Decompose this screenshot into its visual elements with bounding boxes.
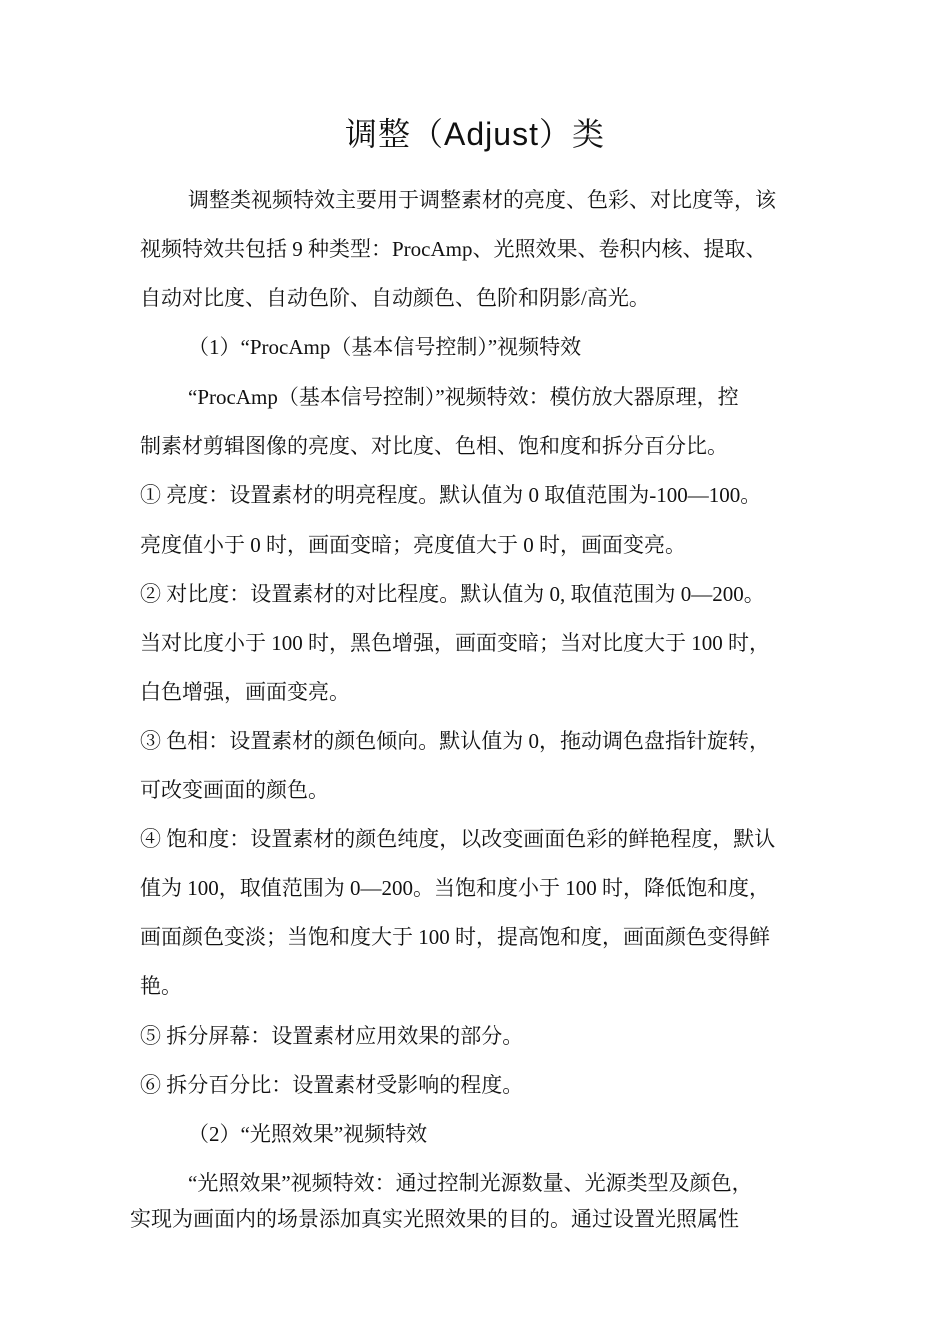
- paragraph-line: 制素材剪辑图像的亮度、对比度、色相、饱和度和拆分百分比。: [140, 434, 728, 458]
- list-item: ④ 饱和度：设置素材的颜色纯度，以改变画面色彩的鲜艳程度，默认: [140, 827, 776, 851]
- list-item-continuation: 可改变画面的颜色。: [140, 778, 329, 802]
- list-item: ① 亮度：设置素材的明亮程度。默认值为 0 取值范围为-100—100。: [140, 483, 762, 507]
- page-title: 调整（Adjust）类: [345, 116, 605, 152]
- list-item-continuation: 艳。: [140, 974, 182, 998]
- paragraph-line: 自动对比度、自动色阶、自动颜色、色阶和阴影/高光。: [140, 286, 650, 310]
- paragraph-line: 实现为画面内的场景添加真实光照效果的目的。通过设置光照属性: [130, 1207, 739, 1231]
- paragraph-line: 调整类视频特效主要用于调整素材的亮度、色彩、对比度等，该: [188, 188, 776, 212]
- paragraph-line: “光照效果”视频特效：通过控制光源数量、光源类型及颜色，: [188, 1171, 753, 1195]
- list-item-continuation: 亮度值小于 0 时，画面变暗；亮度值大于 0 时，画面变亮。: [140, 533, 686, 557]
- section-heading: （1）“ProcAmp（基本信号控制）”视频特效: [188, 335, 582, 359]
- section-heading: （2）“光照效果”视频特效: [188, 1122, 428, 1146]
- list-item-continuation: 值为 100，取值范围为 0—200。当饱和度小于 100 时，降低饱和度，: [140, 876, 770, 900]
- list-item-continuation: 当对比度小于 100 时，黑色增强，画面变暗；当对比度大于 100 时，: [140, 631, 770, 655]
- paragraph-line: “ProcAmp（基本信号控制）”视频特效：模仿放大器原理，控: [188, 385, 739, 409]
- list-item: ⑥ 拆分百分比：设置素材受影响的程度。: [140, 1073, 524, 1097]
- list-item-continuation: 白色增强，画面变亮。: [140, 680, 350, 704]
- paragraph-line: 视频特效共包括 9 种类型：ProcAmp、光照效果、卷积内核、提取、: [140, 237, 767, 261]
- list-item-continuation: 画面颜色变淡；当饱和度大于 100 时，提高饱和度，画面颜色变得鲜: [140, 925, 770, 949]
- list-item: ⑤ 拆分屏幕：设置素材应用效果的部分。: [140, 1024, 524, 1048]
- list-item: ③ 色相：设置素材的颜色倾向。默认值为 0，拖动调色盘指针旋转，: [140, 729, 770, 753]
- list-item: ② 对比度：设置素材的对比程度。默认值为 0, 取值范围为 0—200。: [140, 582, 765, 606]
